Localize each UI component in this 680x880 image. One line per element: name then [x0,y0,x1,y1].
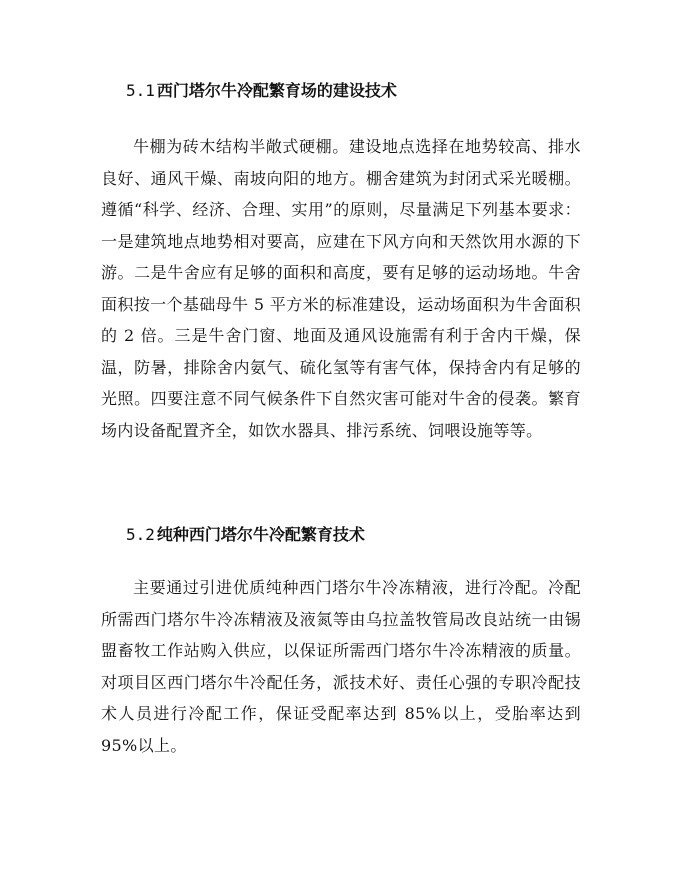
section-heading-5-1 [126,80,397,102]
section-number: 5.2 [126,525,155,544]
section-number: 5.1 [126,81,155,100]
section-paragraph-5-2: 主要通过引进优质纯种西门塔尔牛冷冻精液，进行冷配。冷配所需西门塔尔牛冷冻精液及液氮等由乌拉盖牧管局改良站统一由锡盟畜牧工作站购入供应，以保证所需西门塔尔牛冷冻精液的质量。对项目区西门塔尔牛冷配任务，派技术好、责任心强的专职冷配技术人员进行冷配工作，保证受配率达到 85%以上，受胎率达到 95%以上。 [101,578,581,755]
section-title: 纯种西门塔尔牛冷配繁育技术 [156,525,365,544]
section-title: 西门塔尔牛冷配繁育场的建设技术 [156,81,397,100]
section-paragraph-5-1: 牛棚为砖木结构半敞式硬棚。建设地点选择在地势较高、排水良好、通风干燥、南坡向阳的地方。棚舍建筑为封闭式采光暖棚。遵循“科学、经济、合理、实用”的原则，尽量满足下列基本要求：一是建筑地点地势相对要高，应建在下风方向和天然饮用水源的下游。二是牛舍应有足够的面积和高度，要有足够的运动场地。牛舍面积按一个基础母牛 5 平方米的标准建设，运动场面积为牛舍面积的 2 倍。三是牛舍门窗、地面及通风设施需有利于舍内干燥，保温，防暑，排除舍内氨气、硫化氢等有害气体，保持舍内有足够的光照。四要注意不同气候条件下自然灾害可能对牛舍的侵袭。繁育场内设备配置齐全，如饮水器具、排污系统、饲喂设施等等。 [101,137,581,440]
section-heading-5-2 [126,524,365,546]
